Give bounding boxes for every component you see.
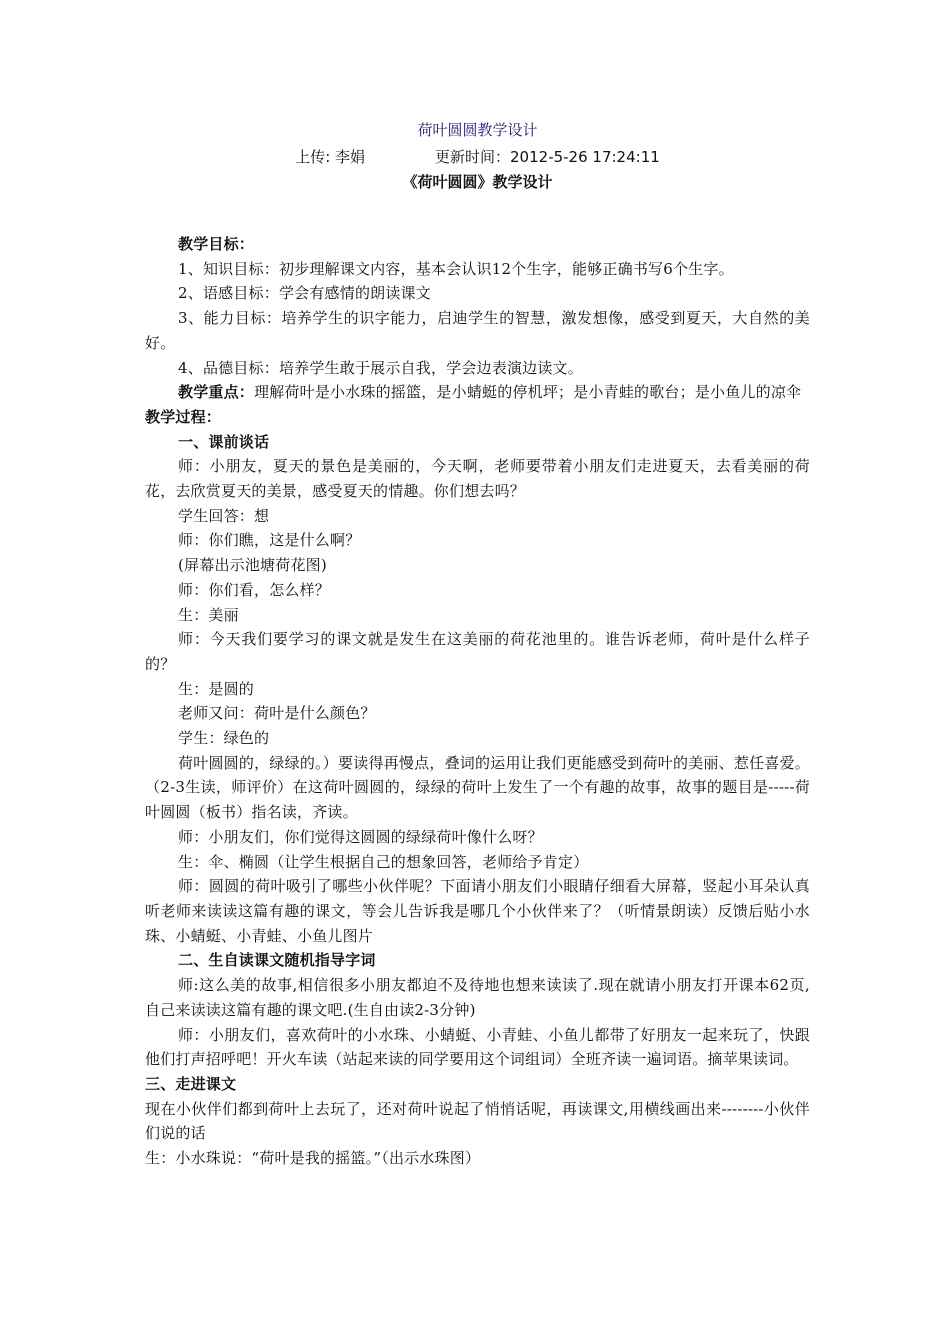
dialogue-line: 师：今天我们要学习的课文就是发生在这美丽的荷花池里的。谁告诉老师，荷叶是什么样子的？ [145,630,810,673]
dialogue-line: 师：你们看，怎么样？ [178,580,331,599]
upload-info [145,145,810,170]
dialogue-line: 生：是圆的 [178,679,255,698]
key-point-text: 理解荷叶是小水珠的摇篮，是小蜻蜓的停机坪；是小青蛙的歌台；是小鱼儿的凉伞 [254,383,802,402]
process-heading: 教学过程： [145,407,222,426]
goal-item: 4、品德目标：培养学生敢于展示自我，学会边表演边读文。 [178,358,583,377]
dialogue-line: 现在小伙伴们都到荷叶上去玩了，还对荷叶说起了悄悄话呢，再读课文,用横线画出来--------小伙伴们说的话 [145,1099,810,1143]
dialogue-line: 师：小朋友们，你们觉得这圆圆的绿绿荷叶像什么呀？ [178,827,543,846]
document-page [145,118,810,1171]
section-title: 二、生自读课文随机指导字词 [178,951,376,970]
dialogue-line: 师：你们瞧，这是什么啊？ [178,531,361,550]
key-point-label: 教学重点： [178,383,255,402]
goal-item: 1、知识目标：初步理解课文内容，基本会认识12个生字，能够正确书写6个生字。 [178,259,734,278]
dialogue-line: 师:这么美的故事,相信很多小朋友都迫不及待地也想来读读了.现在就请小朋友打开课本62页,自己来读读这篇有趣的课文吧.(生自由读2-3分钟) [145,976,810,1019]
dialogue-line: (屏幕出示池塘荷花图) [178,556,327,575]
dialogue-line: 师：圆圆的荷叶吸引了哪些小伙伴呢？下面请小朋友们小眼睛仔细看大屏幕，竖起小耳朵认真听老师来读读这篇有趣的课文，等会儿告诉我是哪几个小伙伴来了？（听情景朗读）反馈后贴小水珠、小蜻蜓、小青蛙、小鱼儿图片 [145,877,810,945]
dialogue-line: 荷叶圆圆的，绿绿的。）要读得再慢点，叠词的运用让我们更能感受到荷叶的美丽、惹任喜爱。（2-3生读，师评价）在这荷叶圆圆的，绿绿的荷叶上发生了一个有趣的故事，故事的题目是-----荷叶圆圆（板书）指名读，齐读。 [145,753,810,822]
section-title: 一、课前谈话 [178,432,270,451]
update-time: 更新时间：2012-5-26 17:24:11 [435,148,660,166]
dialogue-line: 老师又问：荷叶是什么颜色？ [178,704,376,723]
dialogue-line: 生：伞、椭圆（让学生根据自己的想象回答，老师给予肯定） [178,852,589,871]
goals-heading: 教学目标： [178,235,255,253]
goal-item: 3、能力目标：培养学生的识字能力，启迪学生的智慧，激发想像，感受到夏天，大自然的美好。 [145,309,810,352]
dialogue-line: 生：小水珠说：“荷叶是我的摇篮。”（出示水珠图） [145,1149,481,1168]
section-title: 三、走进课文 [145,1074,237,1093]
dialogue-line: 师：小朋友，夏天的景色是美丽的，今天啊，老师要带着小朋友们走进夏天，去看美丽的荷花，去欣赏夏天的美景，感受夏天的情趣。你们想去吗？ [145,457,810,501]
document-title: 荷叶圆圆教学设计 [417,121,538,139]
dialogue-line: 师：小朋友们，喜欢荷叶的小水珠、小蜻蜓、小青蛙、小鱼儿都带了好朋友一起来玩了，快跟他们打声招呼吧！开火车读（站起来读的同学要用这个词组词）全班齐读一遍词语。摘苹果读词。 [145,1025,810,1069]
dialogue-line: 生：美丽 [178,605,239,624]
dialogue-line: 学生回答：想 [178,506,270,525]
dialogue-line: 学生：绿色的 [178,729,270,748]
key-point [145,380,810,405]
document-subtitle: 《荷叶圆圆》教学设计 [402,173,553,191]
uploader: 上传: 李娟 [295,148,366,166]
goal-item: 2、语感目标：学会有感情的朗读课文 [178,284,431,303]
